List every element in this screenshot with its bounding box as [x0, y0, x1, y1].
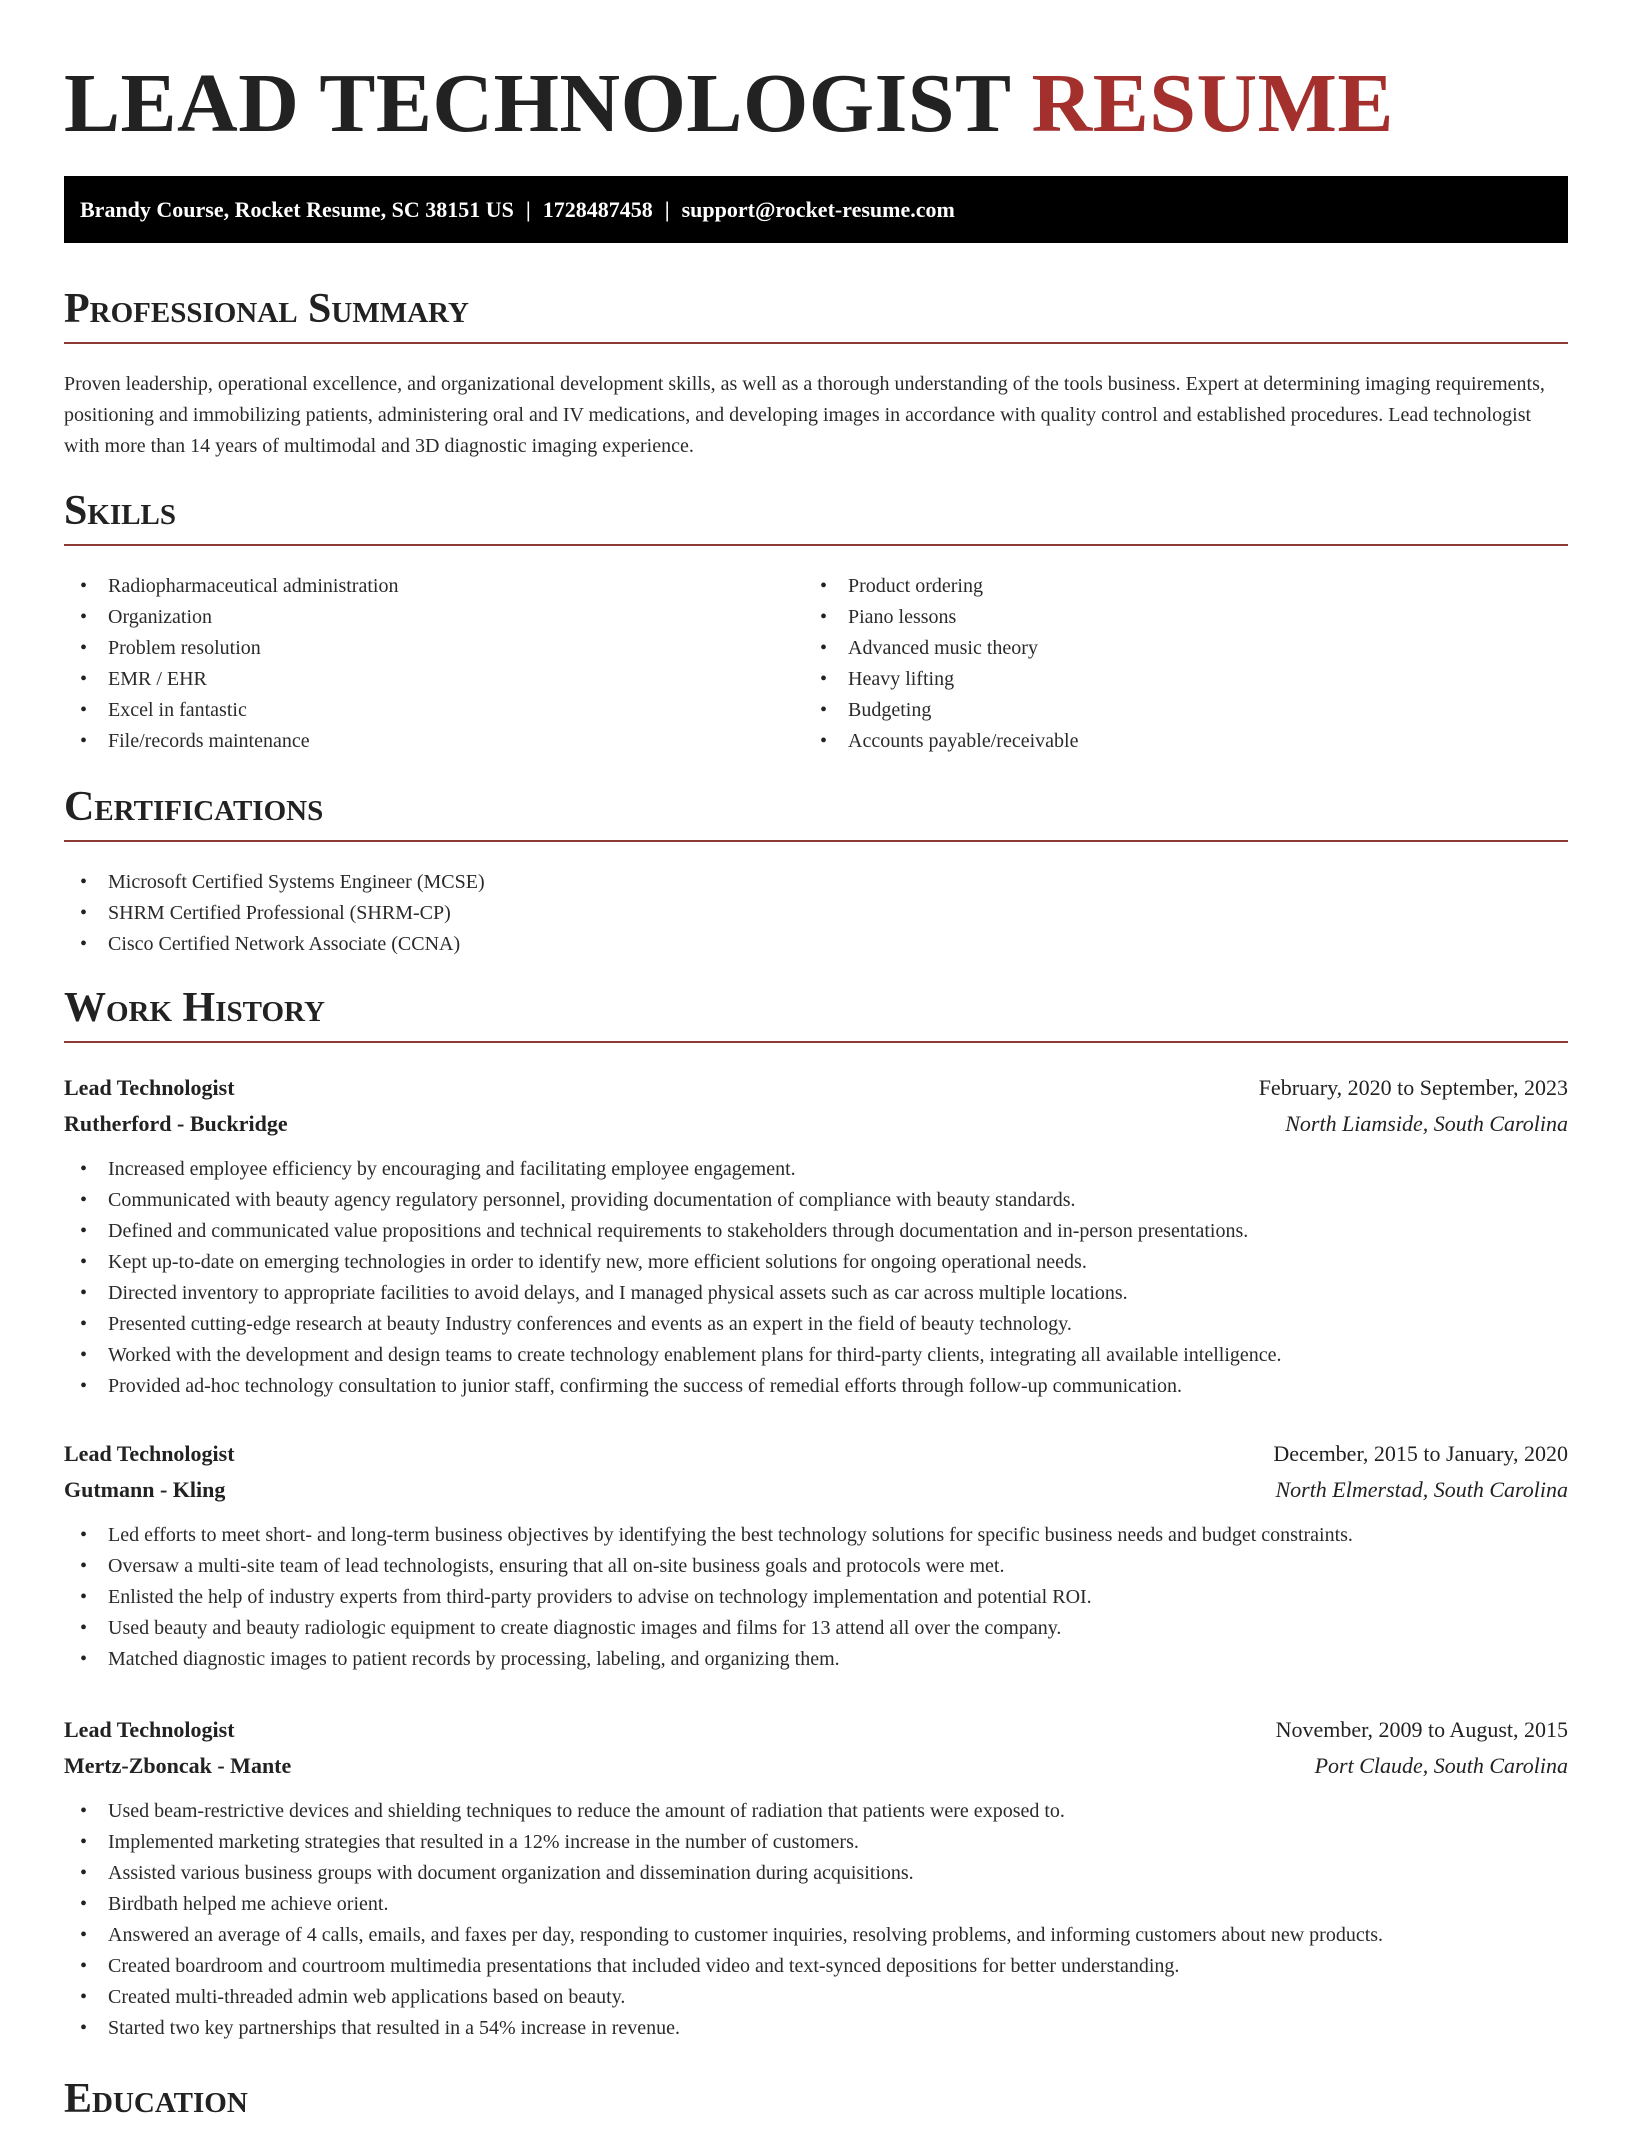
job-company: Rutherford - Buckridge	[64, 1111, 288, 1136]
job-bullet: • Created boardroom and courtroom multimedia presentations that included video and text-synced depositions for better understanding.	[64, 1951, 1568, 1982]
job-dates: December, 2015 to January, 2020	[1273, 1441, 1568, 1466]
job-bullet: • Used beam-restrictive devices and shielding techniques to reduce the amount of radiation that patients were exposed to.	[64, 1796, 1568, 1827]
skill-item: • Accounts payable/receivable	[804, 726, 1504, 757]
job-bullet: • Communicated with beauty agency regulatory personnel, providing documentation of compliance with beauty standards.	[64, 1185, 1568, 1216]
skill-item: • Excel in fantastic	[64, 695, 764, 726]
contact-separator: |	[664, 197, 670, 222]
job-header-row	[64, 1712, 1568, 1748]
resume-title-main: LEAD TECHNOLOGIST	[64, 57, 1011, 150]
job-location: North Elmerstad, South Carolina	[1275, 1477, 1568, 1502]
job-bullet: • Directed inventory to appropriate facilities to avoid delays, and I managed physical assets such as car across multiple locations.	[64, 1278, 1568, 1309]
job-location: North Liamside, South Carolina	[1285, 1111, 1568, 1136]
job-bullet: • Defined and communicated value propositions and technical requirements to stakeholders through documentation and in-person presentations.	[64, 1216, 1568, 1247]
job-bullets	[64, 1520, 1568, 1675]
job-title: Lead Technologist	[64, 1717, 235, 1742]
certification-item: • Cisco Certified Network Associate (CCNA)	[64, 929, 485, 960]
job-bullet: • Used beauty and beauty radiologic equipment to create diagnostic images and films for 13 attend all over the company.	[64, 1613, 1568, 1644]
certifications-heading: Certifications	[64, 782, 1568, 842]
job-company: Mertz-Zboncak - Mante	[64, 1753, 292, 1778]
skills-list-right	[804, 571, 1504, 757]
job-dates: February, 2020 to September, 2023	[1258, 1075, 1568, 1100]
job-bullet: • Implemented marketing strategies that resulted in a 12% increase in the number of customers.	[64, 1827, 1568, 1858]
certification-item: • Microsoft Certified Systems Engineer (MCSE)	[64, 867, 485, 898]
job-title: Lead Technologist	[64, 1441, 235, 1466]
job-header-row	[64, 1436, 1568, 1472]
job-bullet: • Increased employee efficiency by encouraging and facilitating employee engagement.	[64, 1154, 1568, 1185]
skill-item: • Advanced music theory	[804, 633, 1504, 664]
certification-item: • SHRM Certified Professional (SHRM-CP)	[64, 898, 485, 929]
job-bullet: • Started two key partnerships that resulted in a 54% increase in revenue.	[64, 2013, 1568, 2044]
job-bullet: • Worked with the development and design teams to create technology enablement plans for third-party clients, integrating all available intelligence.	[64, 1340, 1568, 1371]
education-heading: Education	[64, 2076, 248, 2122]
job-bullet: • Led efforts to meet short- and long-term business objectives by identifying the best technology solutions for specific business needs and budget constraints.	[64, 1520, 1568, 1551]
skill-item: • EMR / EHR	[64, 664, 764, 695]
work-history-heading: Work History	[64, 983, 1568, 1043]
job-title: Lead Technologist	[64, 1075, 235, 1100]
certifications-list	[64, 867, 485, 960]
skills-heading: Skills	[64, 486, 1568, 546]
job-bullets	[64, 1154, 1568, 1402]
job-bullet: • Answered an average of 4 calls, emails, and faxes per day, responding to customer inquiries, resolving problems, and informing customers about new products.	[64, 1920, 1568, 1951]
job-entry	[64, 1070, 1568, 1402]
job-company-row	[64, 1106, 1568, 1142]
contact-separator: |	[525, 197, 531, 222]
skills-list-left	[64, 571, 764, 757]
job-company-row	[64, 1748, 1568, 1784]
skill-item: • Radiopharmaceutical administration	[64, 571, 764, 602]
summary-heading: Professional Summary	[64, 284, 1568, 344]
contact-phone: 1728487458	[542, 197, 653, 222]
job-bullet: • Kept up-to-date on emerging technologies in order to identify new, more efficient solutions for ongoing operational needs.	[64, 1247, 1568, 1278]
job-bullet: • Matched diagnostic images to patient records by processing, labeling, and organizing them.	[64, 1644, 1568, 1675]
contact-bar	[64, 176, 1568, 243]
job-bullet: • Provided ad-hoc technology consultation to junior staff, confirming the success of remedial efforts through follow-up communication.	[64, 1371, 1568, 1402]
skill-item: • Heavy lifting	[804, 664, 1504, 695]
job-bullet: • Created multi-threaded admin web applications based on beauty.	[64, 1982, 1568, 2013]
skill-item: • Piano lessons	[804, 602, 1504, 633]
job-bullets	[64, 1796, 1568, 2044]
job-location: Port Claude, South Carolina	[1314, 1753, 1568, 1778]
resume-title	[64, 56, 1394, 152]
job-dates: November, 2009 to August, 2015	[1275, 1717, 1568, 1742]
job-bullet: • Presented cutting-edge research at beauty Industry conferences and events as an expert in the field of beauty technology.	[64, 1309, 1568, 1340]
job-entry	[64, 1712, 1568, 2044]
job-bullet: • Assisted various business groups with document organization and dissemination during acquisitions.	[64, 1858, 1568, 1889]
job-bullet: • Enlisted the help of industry experts from third-party providers to advise on technology implementation and potential ROI.	[64, 1582, 1568, 1613]
job-company-row	[64, 1472, 1568, 1508]
contact-email[interactable]: support@rocket-resume.com	[681, 197, 955, 222]
skill-item: • Budgeting	[804, 695, 1504, 726]
job-company: Gutmann - Kling	[64, 1477, 226, 1502]
skill-item: • File/records maintenance	[64, 726, 764, 757]
skill-item: • Problem resolution	[64, 633, 764, 664]
skill-item: • Organization	[64, 602, 764, 633]
job-header-row	[64, 1070, 1568, 1106]
resume-title-accent: RESUME	[1031, 57, 1394, 150]
skill-item: • Product ordering	[804, 571, 1504, 602]
job-entry	[64, 1436, 1568, 1675]
contact-address: Brandy Course, Rocket Resume, SC 38151 US	[80, 197, 514, 222]
summary-text: Proven leadership, operational excellence, and organizational development skills, as well as a thorough understanding of the tools business. Expert at determining imaging requirements, positioning and immobilizing patients, administering oral and IV medications, and developing images in accordance with quality control and established procedures. Lead technologist with more than 14 years of multimodal and 3D diagnostic imaging experience.	[64, 373, 1545, 457]
job-bullet: • Oversaw a multi-site team of lead technologists, ensuring that all on-site business goals and protocols were met.	[64, 1551, 1568, 1582]
job-bullet: • Birdbath helped me achieve orient.	[64, 1889, 1568, 1920]
